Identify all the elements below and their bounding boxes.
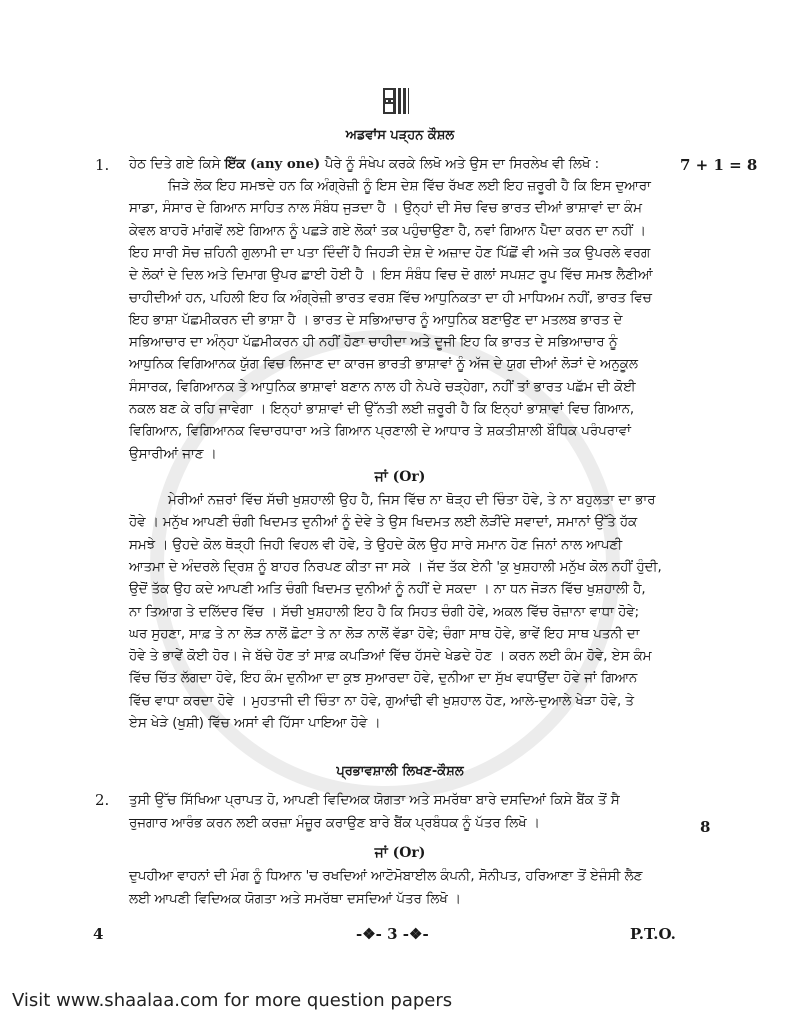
pto-label: P.T.O. (630, 925, 676, 943)
passage-line: ਮੇਰੀਆਂ ਨਜ਼ਰਾਂ ਵਿੱਚ ਸੱਚੀ ਖੁਸ਼ਹਾਲੀ ਉਹ ਹੈ, ਜਿਸ ਵਿੱਚ ਨਾ ਥੋੜ੍ਹ ਦੀ ਚਿੰਤਾ ਹੋਵੇ, ਤੇ ਨਾ ਬਹੁਲਤਾ ਦਾ ਭਾਰ (168, 493, 656, 508)
passage-line: ਵਿੱਚ ਚਿੱਤ ਲੱਗਦਾ ਹੋਵੇ, ਇਹ ਕੰਮ ਦੁਨੀਆ ਦਾ ਕੁਝ ਸੁਆਰਦਾ ਹੋਵੇ, ਦੁਨੀਆ ਦਾ ਸੁੱਖ ਵਧਾਉਂਦਾ ਹੋਵੇ ਜਾਂ ਗਿਆਨ (129, 671, 638, 687)
passage-line: ਘਰ ਸੁਹਣਾ, ਸਾਫ਼ ਤੇ ਨਾ ਲੋੜ ਨਾਲੋਂ ਛੋਟਾ ਤੇ ਨਾ ਲੋੜ ਨਾਲੋਂ ਵੱਡਾ ਹੋਵੇ; ਚੰਗਾ ਸਾਥ ਹੋਵੇ, ਭਾਵੇਂ ਇਹ ਸਾਥ ਪਤਨੀ ਦਾ (129, 626, 640, 642)
passage-line: ਆਧੁਨਿਕ ਵਿਗਿਆਨਕ ਯੁੱਗ ਵਿਚ ਲਿਜਾਣ ਦਾ ਕਾਰਜ ਭਾਰਤੀ ਭਾਸ਼ਾਵਾਂ ਨੂੰ ਅੱਜ ਦੇ ਯੁਗ ਦੀਆਂ ਲੋੜਾਂ ਦੇ ਅਨੁਕੂਲ (129, 357, 638, 373)
footer-code: 4 (93, 925, 104, 943)
question-number: 1. (95, 156, 110, 174)
question-text: ਦੁਪਹੀਆ ਵਾਹਨਾਂ ਦੀ ਮੰਗ ਨੂੰ ਧਿਆਨ 'ਚ ਰਖਦਿਆਂ ਆਟੋਮੋਬਾਈਲ ਕੰਪਨੀ, ਸੋਨੀਪਤ, ਹਰਿਆਣਾ ਤੋਂ ਏਜੰਸੀ ਲੈਣ (129, 869, 643, 884)
passage-line: ਸਮਝੇ । ਉਹਦੇ ਕੋਲ ਥੋੜ੍ਹੀ ਜਿਹੀ ਵਿਹਲ ਵੀ ਹੋਵੇ, ਤੇ ਉਹਦੇ ਕੋਲ ਉਹ ਸਾਰੇ ਸਮਾਨ ਹੋਣ ਜਿਨਾਂ ਨਾਲ ਆਪਣੀ (129, 537, 623, 553)
passage-line: ਵਿਗਿਆਨ, ਵਿਗਿਆਨਕ ਵਿਚਾਰਧਾਰਾ ਅਤੇ ਗਿਆਨ ਪ੍ਰਣਾਲੀ ਦੇ ਆਧਾਰ ਤੇ ਸ਼ਕਤੀਸ਼ਾਲੀ ਬੌਧਿਕ ਪਰੰਪਰਾਵਾਂ (129, 424, 631, 440)
passage-line: ਇਹ ਭਾਸ਼ਾ ਪੱਛਮੀਕਰਨ ਦੀ ਭਾਸ਼ਾ ਹੈ । ਭਾਰਤ ਦੇ ਸਭਿਆਚਾਰ ਨੂੰ ਆਧੁਨਿਕ ਬਣਾਉਣ ਦਾ ਮਤਲਬ ਭਾਰਤ ਦੇ (129, 312, 623, 328)
passage-line: ਏਸ ਖੇੜੇ (ਖੁਸ਼ੀ) ਵਿੱਚ ਅਸਾਂ ਵੀ ਹਿੱਸਾ ਪਾਇਆ ਹੋਵੇ । (129, 716, 381, 731)
section-heading-reading: ਅਡਵਾਂਸ ਪੜ੍ਹਨ ਕੌਸ਼ਲ (345, 128, 455, 143)
page-number: -❖- 3 -❖- (356, 925, 429, 943)
passage-line: ਉਦੋਂ ਤੱਕ ਉਹ ਕਦੇ ਆਪਣੀ ਅਤਿ ਚੰਗੀ ਖਿਦਮਤ ਦੁਨੀਆਂ ਨੂੰ ਨਹੀਂ ਦੇ ਸਕਦਾ । ਨਾ ਧਨ ਜੋੜਨ ਵਿੱਚ ਖੁਸ਼ਹਾਲੀ ਹੈ, (129, 582, 646, 598)
passage-line: ਸਭਿਆਚਾਰ ਦਾ ਅੰਨ੍ਹਾ ਪੱਛਮੀਕਰਨ ਹੀ ਨਹੀਂ ਹੋਣਾ ਚਾਹੀਦਾ ਅਤੇ ਦੂਜੀ ਇਹ ਕਿ ਭਾਰਤ ਦੇ ਸਭਿਆਚਾਰ ਨੂੰ (129, 335, 618, 351)
question-text: ਰੁਜਗਾਰ ਆਰੰਭ ਕਰਨ ਲਈ ਕਰਜ਼ਾ ਮੰਜ਼ੂਰ ਕਰਾਉਣ ਬਾਰੇ ਬੈਂਕ ਪ੍ਰਬੰਧਕ ਨੂੰ ਪੱਤਰ ਲਿਖੋ । (129, 816, 540, 831)
prompt-english: (any one) (245, 157, 325, 172)
section-heading-writing: ਪ੍ਰਭਾਵਸ਼ਾਲੀ ਲਿਖਣ-ਕੌਸ਼ਲ (336, 764, 464, 779)
passage-line: ਆਤਮਾ ਦੇ ਅੰਦਰਲੇ ਦ੍ਰਿਸ਼ ਨੂੰ ਬਾਹਰ ਨਿਰਪਣ ਕੀਤਾ ਜਾ ਸਕੇ । ਜੱਦ ਤੱਕ ਏਨੀ 'ਕੁ ਖੁਸ਼ਹਾਲੀ ਮਨੁੱਖ ਕੋਲ ਨਹੀਂ ਹੁੰਦੀ, (129, 559, 662, 575)
passage-line: ਸਾਡਾ, ਸੰਸਾਰ ਦੇ ਗਿਆਨ ਸਾਹਿਤ ਨਾਲ ਸੰਬੰਧ ਜੁੜਦਾ ਹੈ । ਉਨ੍ਹਾਂ ਦੀ ਸੋਚ ਵਿਚ ਭਾਰਤ ਦੀਆਂ ਭਾਸ਼ਾਵਾਂ ਦਾ ਕੰਮ (129, 201, 642, 217)
question-marks: 7 + 1 = 8 (680, 156, 758, 174)
passage-line: ਦੇ ਲੋਕਾਂ ਦੇ ਦਿਲ ਅਤੇ ਦਿਮਾਗ ਉਪਰ ਛਾਈ ਹੋਈ ਹੈ । ਇਸ ਸੰਬੰਧ ਵਿਚ ਦੋ ਗਲਾਂ ਸਪਸ਼ਟ ਰੂਪ ਵਿੱਚ ਸਮਝ ਲੈਣੀਆਂ (129, 268, 653, 284)
passage-line: ਇਹ ਸਾਰੀ ਸੋਚ ਜ਼ਹਿਨੀ ਗੁਲਾਮੀ ਦਾ ਪਤਾ ਦਿੰਦੀਂ ਹੈ ਜਿਹੜੀ ਦੇਸ਼ ਦੇ ਅਜ਼ਾਦ ਹੋਣ ਪਿੱਛੋਂ ਵੀ ਅਜੇ ਤਕ ਉਪਰਲੇ ਵਰਗ (129, 245, 651, 261)
passage-line: ਕੇਵਲ ਬਾਹਰੋ ਮਾਂਗਵੇਂ ਲਏ ਗਿਆਨ ਨੂੰ ਪਛੜੇ ਗਏ ਲੋਕਾਂ ਤਕ ਪਹੁੰਚਾਉਣਾ ਹੈ, ਨਵਾਂ ਗਿਆਨ ਪੈਦਾ ਕਰਨ ਦਾ ਨਹੀਂ । (129, 223, 646, 239)
or-divider: ਜਾਂ (Or) (374, 469, 426, 485)
question-number: 2. (95, 791, 110, 809)
question-marks: 8 (700, 818, 711, 836)
question-text: ਤੁਸੀ ਉੱਚ ਸਿੱਖਿਆ ਪ੍ਰਾਪਤ ਹੋ, ਆਪਣੀ ਵਿਦਿਅਕ ਯੋਗਤਾ ਅਤੇ ਸਮਰੱਥਾ ਬਾਰੇ ਦਸਦਿਆਂ ਕਿਸੇ ਬੈਂਕ ਤੋਂ ਸੈ (129, 793, 620, 808)
or-divider: ਜਾਂ (Or) (374, 845, 426, 861)
passage-line: ਹੋਵੇ । ਮਨੁੱਖ ਆਪਣੀ ਚੰਗੀ ਖਿਦਮਤ ਦੁਨੀਆਂ ਨੂੰ ਦੇਵੇ ਤੇ ਉਸ ਖਿਦਮਤ ਲਈ ਲੋੜੀਂਦੇ ਸਵਾਦਾਂ, ਸਮਾਨਾਂ ਉੱਤੇ ਹੱਕ (129, 515, 638, 531)
visit-link[interactable]: Visit www.shaalaa.com for more question papers (12, 990, 453, 1011)
passage-line: ਹੋਵੇ ਤੇ ਭਾਵੇਂ ਕੋਈ ਹੋਰ। ਜੇ ਬੱਚੇ ਹੋਣ ਤਾਂ ਸਾਫ਼ ਕਪੜਿਆਂ ਵਿੱਚ ਹੱਸਦੇ ਖੇਡਦੇ ਹੋਣ । ਕਰਨ ਲਈ ਕੰਮ ਹੋਵੇ, ਏਸ ਕੰਮ (129, 649, 652, 665)
passage-line: ਵਿੱਚ ਵਾਧਾ ਕਰਦਾ ਹੋਵੇ । ਮੁਹਤਾਜੀ ਦੀ ਚਿੰਤਾ ਨਾ ਹੋਵੇ, ਗੁਆਂਢੀ ਵੀ ਖੁਸ਼ਹਾਲ ਹੋਣ, ਆਲੇ-ਦੁਆਲੇ ਖੇੜਾ ਹੋਵੇ, ਤੇ (129, 693, 634, 709)
passage-line: ਚਾਹੀਦੀਆਂ ਹਨ, ਪਹਿਲੀ ਇਹ ਕਿ ਅੰਗ੍ਰੇਜ਼ੀ ਭਾਰਤ ਵਰਸ਼ ਵਿੱਚ ਆਧੁਨਿਕਤਾ ਦਾ ਹੀ ਮਾਧਿਅਮ ਨਹੀਂ, ਭਾਰਤ ਵਿਚ (129, 290, 652, 306)
prompt-text: ਹੇਠ ਦਿਤੇ ਗਏ ਕਿਸੇ (129, 157, 225, 172)
qr-code-icon (383, 88, 409, 114)
question-text: ਲਈ ਆਪਣੀ ਵਿਦਿਅਕ ਯੋਗਤਾ ਅਤੇ ਸਮਰੱਥਾ ਦਸਦਿਆਂ ਪੱਤਰ ਲਿਖੋ । (129, 892, 461, 907)
passage-line: ਸੰਸਾਰਕ, ਵਿਗਿਆਨਕ ਤੇ ਆਧੁਨਿਕ ਭਾਸ਼ਾਵਾਂ ਬਣਾਨ ਨਾਲ ਹੀ ਨੇਪਰੇ ਚੜ੍ਹੇਗਾ, ਨਹੀਂ ਤਾਂ ਭਾਰਤ ਪਛੱਮ ਦੀ ਕੋਈ (129, 379, 636, 395)
prompt-text-rest: ਪੈਰੇ ਨੂੰ ਸੰਖੇਪ ਕਰਕੇ ਲਿਖੋ ਅਤੇ ਉਸ ਦਾ ਸਿਰਲੇਖ ਵੀ ਲਿਖੋ : (324, 157, 600, 172)
passage-line: ਨਾ ਤਿਆਗ ਤੇ ਦਲਿੱਦਰ ਵਿੱਚ । ਸੱਚੀ ਖੁਸ਼ਹਾਲੀ ਇਹ ਹੈ ਕਿ ਸਿਹਤ ਚੰਗੀ ਹੋਵੇ, ਅਕਲ ਵਿੱਚ ਰੋਜ਼ਾਨਾ ਵਾਧਾ ਹੋਵੇ; (129, 604, 640, 620)
passage-line: ਜਿੜੇ ਲੋਕ ਇਹ ਸਮਝਦੇ ਹਨ ਕਿ ਅੰਗ੍ਰੇਜ਼ੀ ਨੂੰ ਇਸ ਦੇਸ਼ ਵਿੱਚ ਰੱਖਣ ਲਈ ਇਹ ਜ਼ਰੂਰੀ ਹੈ ਕਿ ਇਸ ਦੁਆਰਾ (168, 179, 651, 194)
prompt-bold: ਇੱਕ (224, 157, 246, 172)
question-prompt (129, 156, 599, 174)
passage-line: ਉਸਾਰੀਆਂ ਜਾਣ । (129, 446, 217, 462)
passage-line: ਨਕਲ ਬਣ ਕੇ ਰਹਿ ਜਾਵੇਗਾ । ਇਨ੍ਹਾਂ ਭਾਸ਼ਾਵਾਂ ਦੀ ਉੱਨਤੀ ਲਈ ਜ਼ਰੂਰੀ ਹੈ ਕਿ ਇਨ੍ਹਾਂ ਭਾਸ਼ਾਵਾਂ ਵਿਚ ਗਿਆਨ, (129, 402, 635, 417)
